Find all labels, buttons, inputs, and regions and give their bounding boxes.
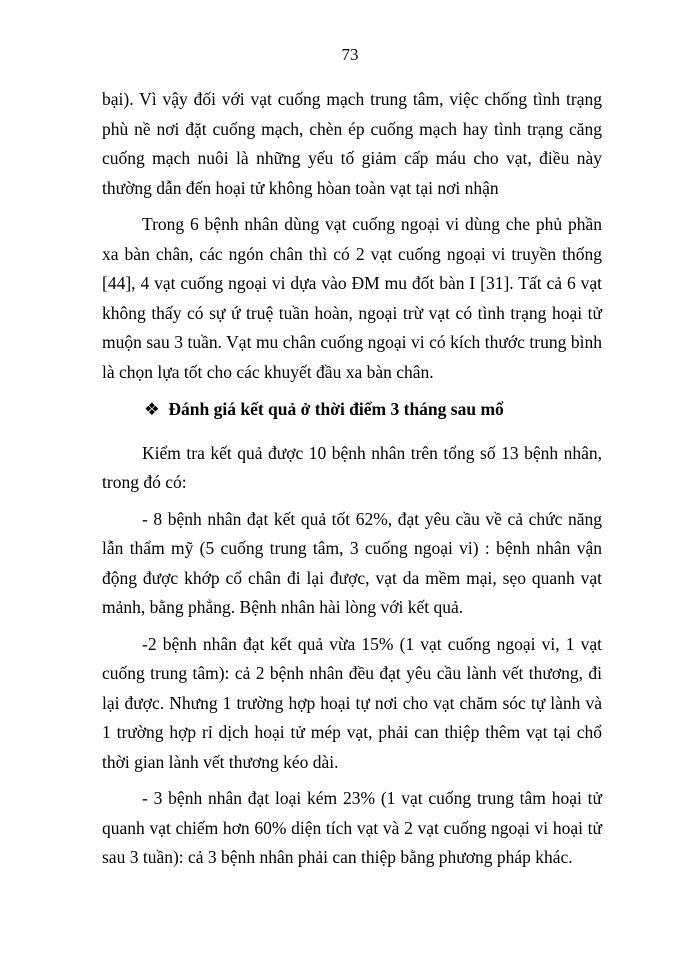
paragraph-flap-central: bại). Vì vậy đối với vạt cuống mạch trung tâm, việc chống tình trạng phù nề nơi đặt cuống mạch, chèn ép cuống mạch hay tình trạng căng cuống mạch nuôi là những yếu tố giảm cấp máu cho vạt, điều này thường dẫn đến hoại tử không hòan toàn vạt tại nơi nhận [102,89,602,198]
diamond-bullet-icon: ❖ [144,399,160,419]
section-heading-text: Đánh giá kết quả ở thời điểm 3 tháng sau mổ [168,399,504,419]
page-body [102,85,602,880]
result-average: -2 bệnh nhân đạt kết quả vừa 15% (1 vạt cuống ngoại vi, 1 vạt cuống trung tâm): cả 2 bệnh nhân đều đạt yêu cầu lành vết thương, đi lại được. Nhưng 1 trường hợp hoại tự nơi cho vạt chăm sóc tự lành và 1 trường hợp rỉ dịch hoại tử mép vạt, phải can thiệp thêm vạt tại chổ thời gian lành vết thương kéo dài. [102,633,602,772]
result-good: - 8 bệnh nhân đạt kết quả tốt 62%, đạt yêu cầu về cả chức năng lẫn thẩm mỹ (5 cuống trung tâm, 3 cuống ngoại vi) : bệnh nhân vận động được khớp cổ chân đi lại được, vạt da mềm mại, sẹo quanh vạt mảnh, bằng phẳng. Bệnh nhân hài lòng với kết quả. [102,508,602,617]
paragraph-results-intro: Kiểm tra kết quả được 10 bệnh nhân trên tổng số 13 bệnh nhân, trong đó có: [102,442,602,492]
result-poor: - 3 bệnh nhân đạt loại kém 23% (1 vạt cuống trung tâm hoại tử quanh vạt chiếm hơn 60% diện tích vạt và 2 vạt cuống ngoại vi hoại tử sau 3 tuần): cả 3 bệnh nhân phải can thiệp bằng phương pháp khác. [102,788,602,867]
section-heading [102,395,602,425]
paragraph-peripheral-flaps: Trong 6 bệnh nhân dùng vạt cuống ngoại vi dùng che phủ phần xa bàn chân, các ngón chân thì có 2 vạt cuống ngoại vi truyền thống [44], 4 vạt cuống ngoại vi dựa vào ĐM mu đốt bàn I [31]. Tất cả 6 vạt không thấy có sự ứ truệ tuần hoàn, ngoại trừ vạt có tình trạng hoại tử muộn sau 3 tuần. Vạt mu chân cuống ngoại vi có kích thước trung bình là chọn lựa tốt cho các khuyết đầu xa bàn chân. [102,214,602,382]
page-number: 73 [341,45,359,64]
